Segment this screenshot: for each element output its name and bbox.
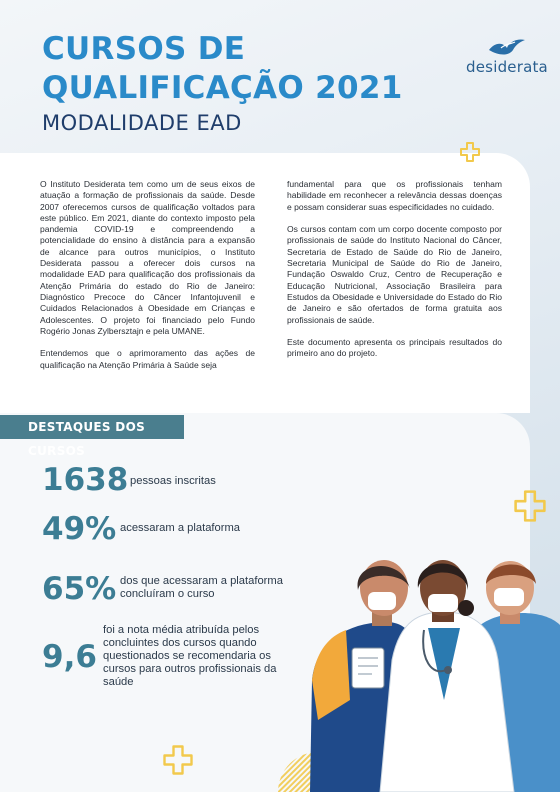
stat-description: acessaram a plataforma (120, 522, 241, 534)
paragraph: Este documento apresenta os principais resultados do primeiro ano do projeto. (287, 337, 502, 359)
stat-value: 49% (42, 511, 117, 547)
stat-description: pessoas inscritas (130, 475, 216, 487)
page-subtitle: MODALIDADE EAD (42, 111, 242, 135)
stat-value: 65% (42, 571, 117, 607)
logo-text: desiderata (466, 58, 548, 76)
stat-value: 1638 (42, 462, 129, 498)
stat-description: foi a nota média atribuída pelos concluintes dos cursos quando questionados se recomendaria os cursos para outros profissionais da saúde (103, 624, 277, 688)
stat-value: 9,6 (42, 639, 97, 675)
paragraph: Entendemos que o aprimoramento das ações de qualificação na Atenção Primária à Saúde seja (40, 348, 255, 370)
page-title-line2: QUALIFICAÇÃO 2021 (42, 70, 403, 106)
paragraph: fundamental para que os profissionais tenham habilidade em reconhecer a relevância dessas doenças e possam considerar suas especificidades no cuidado. (287, 179, 502, 212)
stat-description: dos que acessaram a plataforma concluíram o curso (120, 575, 283, 600)
highlights-label: DESTAQUES DOS CURSOS (0, 415, 184, 439)
page-title-line1: CURSOS DE (42, 31, 246, 67)
paragraph: O Instituto Desiderata tem como um de seus eixos de atuação a formação de profissionais da saúde. Desde 2007 oferecemos cursos de qualificação voltados para este público. Em 2021, diante do contexto imposto pela pandemia COVID-19 e compreendendo a potencialidade do ensino à distância para a expansão de alcance para outros municípios, o Instituto Desiderata passou a oferecer dois cursos na modalidade EAD para qualificação dos profissionais da Atenção Primária do estado do Rio de Janeiro: Diagnóstico Precoce do Câncer Infantojuvenil e Cuidados Relacionados à Obesidade em Crianças e Adolescentes. O projeto foi financiado pelo Fundo Rogério Jonas Zylbersztajn e pela UMANE. (40, 179, 255, 336)
paragraph: Os cursos contam com um corpo docente composto por profissionais de saúde do Instituto Nacional do Câncer, Secretaria de Estado de Saúde do Rio de Janeiro, Secretaria Municipal de Saúde do Rio de Janeiro, Fundação Oswaldo Cruz, Centro de Recuperação e Educação Nutricional, Associação Brasileira para Estudos da Obesidade e Universidade do Estado do Rio de Janeiro e são ofertados de forma gratuita aos profissionais de saúde. (287, 224, 502, 325)
